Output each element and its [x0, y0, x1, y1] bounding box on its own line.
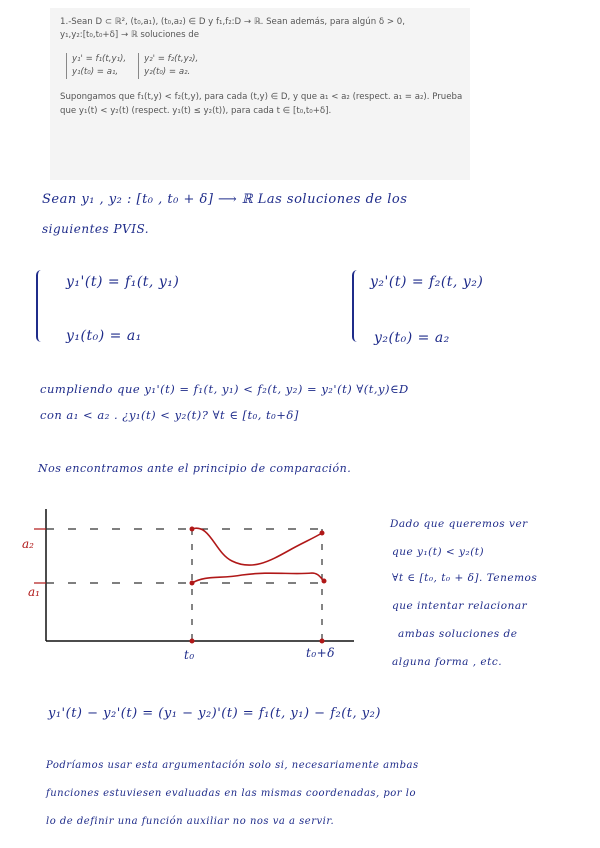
brace-system-a	[36, 270, 46, 342]
problem-sys1-eq2: y₁(t₀) = a₁,	[72, 66, 119, 77]
problem-sys2-eq1: y₂' = f₂(t,y₂),	[144, 53, 199, 64]
problem-statement	[50, 8, 470, 180]
problem-line-3: Supongamos que f₁(t,y) < f₂(t,y), para cada (t,y) ∈ D, y que a₁ < a₂ (respect. a₁ = a₂). Prueba	[60, 92, 463, 103]
comparison-sketch	[20, 505, 360, 665]
note-sysB-eq2: y₂(t₀) = a₂	[374, 330, 450, 346]
brace-system-b	[352, 270, 362, 342]
problem-line-2: y₁,y₂:[t₀,t₀+δ] → ℝ soluciones de	[60, 30, 200, 41]
note-derivative-difference: y₁'(t) − y₂'(t) = (y₁ − y₂)'(t) = f₁(t, y₁) − f₂(t, y₂)	[48, 706, 381, 721]
note-sysA-eq2: y₁(t₀) = a₁	[66, 328, 142, 344]
point-t0-axis	[190, 639, 195, 644]
label-a2: a₂	[22, 537, 34, 551]
problem-system-1	[66, 53, 126, 80]
point-end-y1	[322, 579, 327, 584]
note-closing-1: Podríamos usar esta argumentación solo si, necesariamente ambas	[46, 760, 419, 771]
side-note-5: ambas soluciones de	[398, 628, 518, 640]
problem-line-1: 1.-Sean D ⊂ ℝ², (t₀,a₁), (t₀,a₂) ∈ D y f₁,f₂:D → ℝ. Sean además, para algún δ > 0,	[60, 17, 405, 27]
note-principio: Nos encontramos ante el principio de comparación.	[38, 462, 352, 475]
curve-y2	[192, 528, 322, 565]
note-closing-3: lo de definir una función auxiliar no nos va a servir.	[46, 816, 335, 827]
curve-y1	[192, 573, 324, 583]
note-closing-2: funciones estuviesen evaluadas en las mismas coordenadas, por lo	[46, 788, 416, 799]
problem-systems	[66, 53, 460, 80]
note-pvis: siguientes PVIS.	[42, 222, 150, 236]
point-t0-a2	[190, 527, 195, 532]
problem-system-2	[138, 53, 198, 80]
note-sysA-eq1: y₁'(t) = f₁(t, y₁)	[66, 274, 180, 290]
point-t0-a1	[190, 581, 195, 586]
note-con: con a₁ < a₂ . ¿y₁(t) < y₂(t)? ∀t ∈ [t₀, t₀+δ]	[40, 408, 299, 422]
point-t0delta-axis	[320, 639, 325, 644]
note-sysB-eq1: y₂'(t) = f₂(t, y₂)	[370, 274, 484, 290]
note-sean: Sean y₁ , y₂ : [t₀ , t₀ + δ] ⟶ ℝ Las soluciones de los	[42, 192, 408, 207]
label-t0: t₀	[184, 648, 195, 662]
side-note-1: Dado que queremos ver	[390, 518, 528, 530]
label-t0-delta: t₀+δ	[306, 646, 335, 660]
problem-sys1-eq1: y₁' = f₁(t,y₁),	[72, 53, 127, 64]
problem-line-4: que y₁(t) < y₂(t) (respect. y₁(t) ≤ y₂(t)), para cada t ∈ [t₀,t₀+δ].	[60, 105, 332, 116]
side-note-3: ∀t ∈ [t₀, t₀ + δ]. Tenemos	[392, 572, 538, 584]
problem-sys2-eq2: y₂(t₀) = a₂.	[144, 66, 191, 77]
note-cumpliendo: cumpliendo que y₁'(t) = f₁(t, y₁) < f₂(t, y₂) = y₂'(t) ∀(t,y)∈D	[40, 382, 409, 396]
side-note-6: alguna forma , etc.	[392, 656, 503, 668]
side-note-4: que intentar relacionar	[392, 600, 528, 612]
side-note-2: que y₁(t) < y₂(t)	[392, 546, 485, 558]
label-a1: a₁	[28, 585, 40, 599]
point-end-y2	[320, 531, 325, 536]
